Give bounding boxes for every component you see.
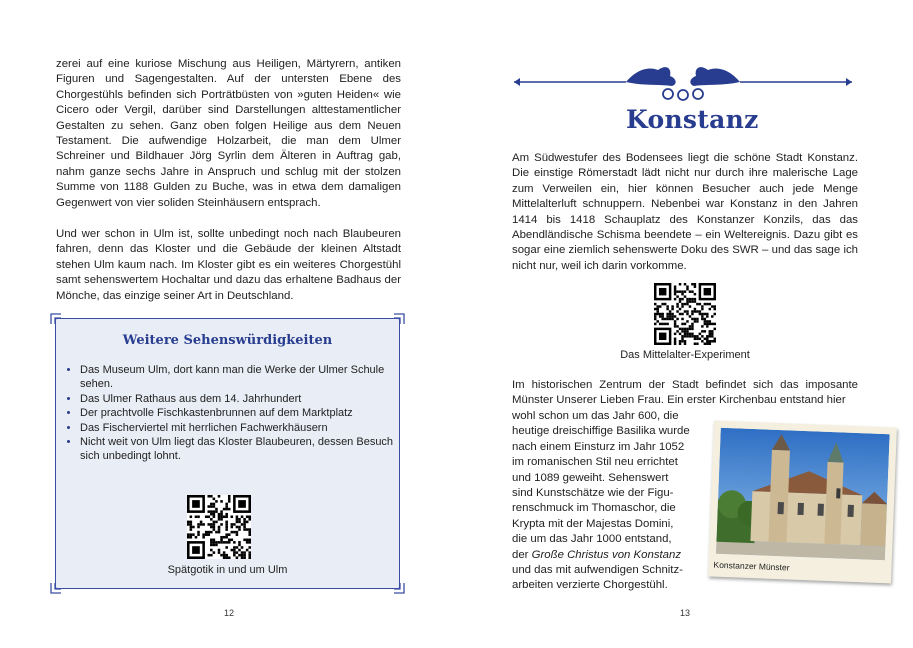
right-page xyxy=(456,0,913,648)
corner-ornament-icon xyxy=(49,312,63,326)
page-number: 13 xyxy=(680,608,691,618)
page-heading: Konstanz xyxy=(626,105,759,134)
text-line xyxy=(512,548,705,563)
left-paragraph-1: zerei auf eine kuriose Mischung aus Heiligen, Märtyrern, antiken Figuren und Sagengestalten. Auf der untersten Ebene des Chorgestühls befinden sich Porträtbüsten von »guten Heiden« wie Cicero oder Vergil, darüber sind Darstellungen alttestamentlicher Gestalten zu sehen. Ganz oben folgen Heilige aus dem Neuen Testament. Die aufwendige Holzarbeit, die man dem Ulmer Schreiner und Bildhauer Jörg Syrlin dem Älteren in Auftrag gab, nahm ganze sechs Jahre in Anspruch und schlug mit der stolzen Summe von 1188 Gulden zu Buche, was in etwa dem damaligen Gegenwert von vier soliden Steinhäusern entsprach. xyxy=(56,58,401,209)
box-title: Weitere Sehenswürdigkeiten xyxy=(122,333,333,348)
left-paragraph-2: Und wer schon in Ulm ist, sollte unbedingt noch nach Blaubeuren fahren, denn das Kloster und die Gebäude der kleinen Altstadt stehen Ulm kaum nach. Im Kloster gibt es ein weiteres Chorgestühl samt sehenswertem Hochaltar und dazu das erhaltene Badhaus der Mönche, das einzige seiner Art in Deutschland. xyxy=(56,228,401,302)
italic-title: Große Christus von Konstanz xyxy=(531,548,682,561)
text-line: nach einem Einsturz im Jahr 1052 xyxy=(512,440,685,453)
dragon-ornament-icon xyxy=(508,60,858,104)
sights-list xyxy=(64,363,400,464)
text-line: die um das Jahr 1000 entstand, xyxy=(512,533,672,546)
left-page xyxy=(0,0,456,648)
text-fragment: der xyxy=(512,548,532,561)
list-item: • Das Museum Ulm, dort kann man die Werke der Ulmer Schule sehen. xyxy=(80,363,400,392)
corner-ornament-icon xyxy=(392,581,406,595)
text-line: renschmuck im Thomaschor, die xyxy=(512,502,676,515)
right-paragraph-1: Am Südwestufer des Bodensees liegt die schöne Stadt Konstanz. Die einstige Römerstadt lädt nicht nur durch ihre malerische Lage zum Verweilen ein, hier können Besucher auch jede Menge Mittelalterluft schnuppern. Nebenbei war Konstanz in den Jahren 1414 bis 1418 Schauplatz des Konstanzer Konzils, das das Abendländische Schisma beendete – ein Weltereignis. Dazu gibt es sogar eine ziemlich sehenswerte Doku des SWR – und das sage ich nicht nur, weil ich darin vorkomme. xyxy=(512,152,858,272)
qr-code[interactable] xyxy=(187,495,251,559)
text-line: im romanischen Stil neu errichtet xyxy=(512,456,678,469)
list-item: • Das Ulmer Rathaus aus dem 14. Jahrhundert xyxy=(80,392,400,406)
qr-caption: Spätgotik in und um Ulm xyxy=(167,564,288,576)
right-paragraph-2: Im historischen Zentrum der Stadt befindet sich das imposante Münster Unserer Lieben Frau. Ein erster Kirchenbau entstand hier xyxy=(512,379,858,407)
qr-code[interactable] xyxy=(654,283,716,345)
text-line: heutige dreischiffige Basilika wurde xyxy=(512,425,690,438)
page-number: 12 xyxy=(224,608,235,618)
corner-ornament-icon xyxy=(392,312,406,326)
photo-konstanz-minster xyxy=(708,421,897,584)
text-line: arbeiten verzierte Chorgestühl. xyxy=(512,579,668,592)
list-item: • Der prachtvolle Fischkastenbrunnen auf dem Marktplatz xyxy=(80,406,400,420)
corner-ornament-icon xyxy=(49,581,63,595)
photo-caption: Konstanzer Münster xyxy=(713,559,790,573)
text-line: Krypta mit der Majestas Domini, xyxy=(512,517,674,530)
text-line: und das mit aufwendigen Schnitz- xyxy=(512,564,683,577)
list-item: • Das Fischerviertel mit herrlichen Fachwerkhäusern xyxy=(80,421,400,435)
text-line: und 1089 geweiht. Sehenswert xyxy=(512,471,669,484)
list-item: • Nicht weit von Ulm liegt das Kloster Blaubeuren, dessen Besuch sich unbedingt lohnt. xyxy=(80,435,400,464)
church-photo-icon xyxy=(716,428,890,560)
sights-box xyxy=(55,318,400,589)
qr-caption: Das Mittelalter-Experiment xyxy=(620,349,750,361)
wrapped-text xyxy=(512,409,705,594)
text-line: wohl schon um das Jahr 600, die xyxy=(512,410,679,422)
text-line: sind Kunstschätze wie der Figu- xyxy=(512,487,674,500)
